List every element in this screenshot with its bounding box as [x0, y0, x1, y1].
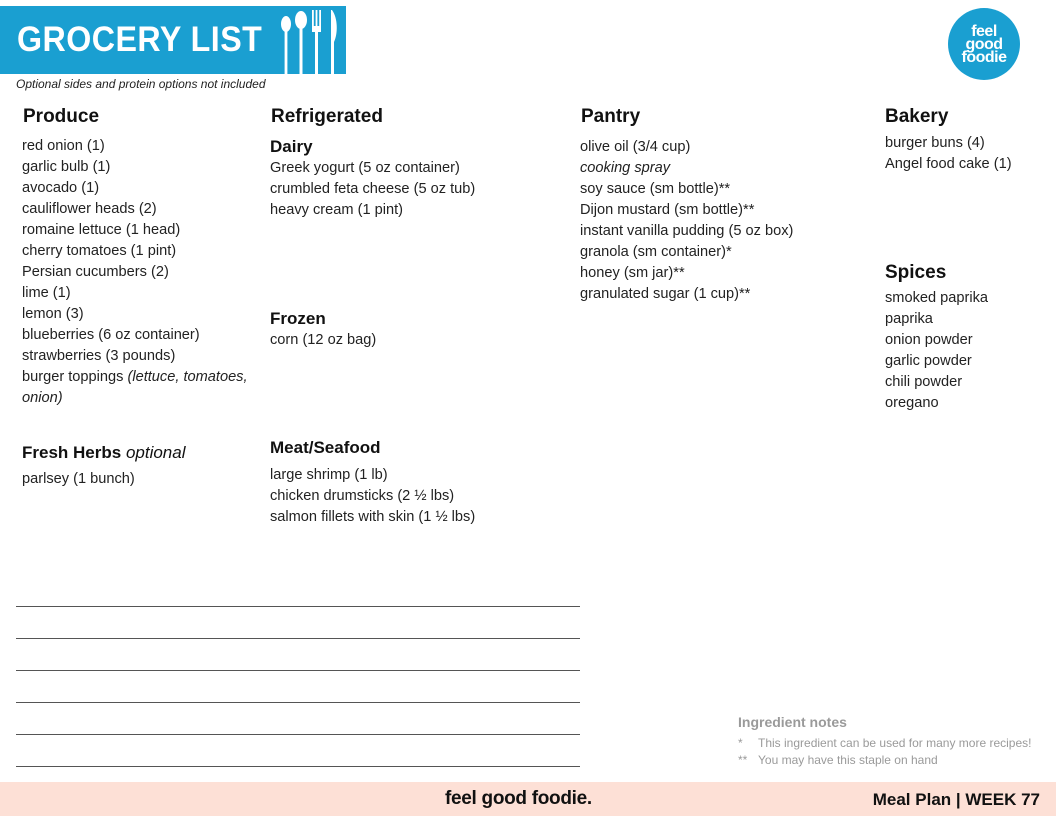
spices-list	[885, 288, 988, 414]
list-item: romaine lettuce (1 head)	[22, 222, 181, 238]
dairy-heading: Dairy	[270, 137, 313, 156]
produce-list	[22, 136, 262, 409]
bakery-heading	[884, 106, 949, 128]
list-item: garlic powder	[885, 353, 972, 369]
spices-heading-text: Spices	[885, 262, 947, 283]
list-item: Dijon mustard (sm bottle)**	[580, 202, 755, 218]
list-item: large shrimp (1 lb)	[270, 467, 388, 483]
logo-word: foodie	[961, 48, 1007, 66]
bakery-heading-text: Bakery	[885, 106, 949, 127]
note-mark: **	[738, 753, 748, 767]
list-item: granola (sm container)*	[580, 244, 732, 260]
writing-line	[16, 766, 580, 768]
subtitle-note: Optional sides and protein options not included	[16, 77, 266, 91]
meat-seafood-heading: Meat/Seafood	[270, 438, 381, 457]
note-text: This ingredient can be used for many more recipes!	[758, 736, 1032, 750]
produce-heading	[22, 106, 100, 128]
list-item: garlic bulb (1)	[22, 159, 111, 175]
footer-bar	[0, 782, 1056, 816]
list-item: red onion (1)	[22, 138, 105, 154]
writing-line	[16, 734, 580, 766]
list-item: honey (sm jar)**	[580, 265, 685, 281]
pantry-heading-text: Pantry	[581, 106, 641, 127]
list-item: Persian cucumbers (2)	[22, 264, 169, 280]
list-item: cherry tomatoes (1 pint)	[22, 243, 177, 259]
list-item: lime (1)	[22, 285, 71, 301]
writing-line	[16, 606, 580, 638]
list-item: granulated sugar (1 cup)**	[580, 286, 751, 302]
footer-logo: feel good foodie.	[445, 788, 592, 809]
ingredient-notes	[738, 714, 1031, 769]
list-item: soy sauce (sm bottle)**	[580, 181, 731, 197]
writing-line	[16, 638, 580, 670]
refrigerated-heading	[270, 106, 384, 128]
fresh-herbs-heading-text: Fresh Herbs	[22, 443, 122, 462]
list-item: heavy cream (1 pint)	[270, 202, 404, 218]
fresh-herbs-optional: optional	[125, 443, 186, 462]
list-item: paprika	[885, 311, 933, 327]
logo-word: good	[965, 35, 1003, 53]
list-item: olive oil (3/4 cup)	[580, 139, 691, 155]
bakery-list	[885, 133, 1012, 175]
pantry-heading	[580, 106, 641, 128]
frozen-heading: Frozen	[270, 309, 326, 328]
pantry-list	[580, 137, 793, 305]
list-item	[580, 158, 793, 179]
dairy-list	[270, 158, 475, 221]
fresh-herbs-heading	[22, 443, 186, 463]
notes-title: Ingredient notes	[738, 714, 847, 730]
brand-logo	[948, 8, 1020, 80]
list-item: lemon (3)	[22, 306, 84, 322]
list-item: smoked paprika	[885, 290, 989, 306]
list-item: parlsey (1 bunch)	[22, 471, 135, 487]
refrigerated-heading-text: Refrigerated	[271, 106, 383, 127]
list-item: salmon fillets with skin (1 ½ lbs)	[270, 509, 476, 525]
list-item: avocado (1)	[22, 180, 100, 196]
list-item-italic: cooking spray	[580, 160, 671, 176]
meat-seafood-list	[270, 465, 475, 528]
produce-heading-text: Produce	[23, 106, 100, 127]
list-item: Greek yogurt (5 oz container)	[270, 160, 460, 176]
list-item: instant vanilla pudding (5 oz box)	[580, 223, 794, 239]
list-item: chili powder	[885, 374, 963, 390]
list-item: strawberries (3 pounds)	[22, 348, 176, 364]
frozen-list	[270, 330, 376, 351]
logo-word: feel	[971, 22, 997, 40]
spices-heading	[884, 262, 947, 284]
list-item: chicken drumsticks (2 ½ lbs)	[270, 488, 455, 504]
note-line	[738, 752, 1031, 769]
list-item: corn (12 oz bag)	[270, 332, 377, 348]
list-item: onion powder	[885, 332, 973, 348]
burger-toppings-note: (lettuce, tomatoes, onion)	[22, 369, 248, 406]
list-item: burger buns (4)	[885, 135, 985, 151]
blank-writing-lines	[16, 606, 580, 768]
list-item	[22, 367, 262, 409]
utensils-icon	[272, 8, 344, 74]
meal-plan-week: Meal Plan | WEEK 77	[872, 790, 1040, 809]
list-item: oregano	[885, 395, 939, 411]
note-mark: *	[738, 736, 743, 750]
writing-line	[16, 670, 580, 702]
list-item: crumbled feta cheese (5 oz tub)	[270, 181, 476, 197]
writing-line	[16, 702, 580, 734]
burger-toppings-label: burger toppings	[22, 369, 128, 385]
list-item: blueberries (6 oz container)	[22, 327, 200, 343]
note-text: You may have this staple on hand	[758, 753, 938, 767]
list-item: cauliflower heads (2)	[22, 201, 157, 217]
page-title: GROCERY LIST	[17, 20, 263, 59]
fresh-herbs-list	[22, 469, 135, 490]
note-line	[738, 735, 1031, 752]
list-item: Angel food cake (1)	[885, 156, 1012, 172]
